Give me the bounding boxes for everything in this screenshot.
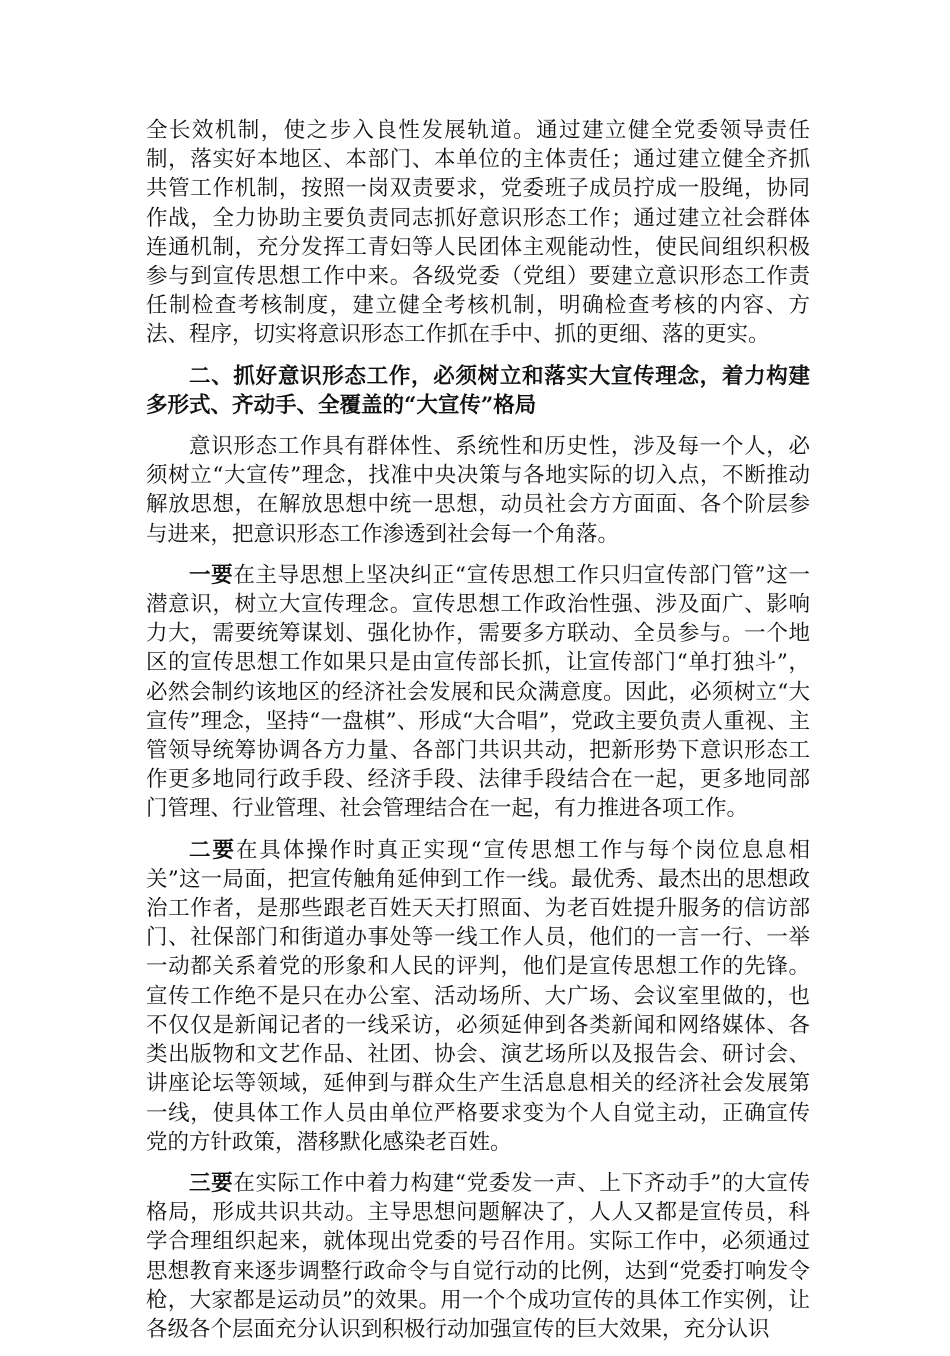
section-heading-2 <box>146 362 810 420</box>
document-page <box>146 116 810 1356</box>
paragraph-point-2 <box>146 836 810 1157</box>
paragraph-text: 在实际工作中着力构建“党委发一声、上下齐动手”的大宣传格局，形成共识共动。主导思想问题解决了，人人又都是宣传员，科学合理组织起来，就体现出党委的号召作用。实际工作中，必须通过思想教育来逐步调整行政命令与自觉行动的比例，达到“党委打响发令枪，大家都是运动员”的效果。用一个个成功宣传的具体工作实例，让各级各个层面充分认识到积极行动加强宣传的巨大效果，充分认识 <box>146 1170 810 1342</box>
paragraph-point-3 <box>146 1169 810 1344</box>
paragraph-intro <box>146 432 810 549</box>
paragraph-text: 全长效机制，使之步入良性发展轨道。通过建立健全党委领导责任制，落实好本地区、本部门、本单位的主体责任；通过建立健全齐抓共管工作机制，按照一岗双责要求，党委班子成员拧成一股绳，协同作战，全力协助主要负责同志抓好意识形态工作；通过建立社会群体连通机制，充分发挥工青妇等人民团体主观能动性，使民间组织积极参与到宣传思想工作中来。各级党委（党组）要建立意识形态工作责任制检查考核制度，建立健全考核机制，明确检查考核的内容、方法、程序，切实将意识形态工作抓在手中、抓的更细、落的更实。 <box>146 118 810 348</box>
point-lead-3: 三要 <box>189 1170 234 1196</box>
point-lead-2: 二要 <box>189 837 236 863</box>
paragraph-text: 在主导思想上坚决纠正“宣传思想工作只归宣传部门管”这一潜意识，树立大宣传理念。宣传思想工作政治性强、涉及面广、影响力大，需要统筹谋划、强化协作，需要多方联动、全员参与。一个地区的宣传思想工作如果只是由宣传部长抓，让宣传部门“单打独斗”，必然会制约该地区的经济社会发展和民众满意度。因此，必须树立“大宣传”理念，坚持“一盘棋”、形成“大合唱”，党政主要负责人重视、主管领导统筹协调各方力量、各部门共识共动，把新形势下意识形态工作更多地同行政手段、经济手段、法律手段结合在一起，更多地同部门管理、行业管理、社会管理结合在一起，有力推进各项工作。 <box>146 562 810 822</box>
paragraph-continuation <box>146 116 810 350</box>
heading-text: 二、抓好意识形态工作，必须树立和落实大宣传理念，着力构建多形式、齐动手、全覆盖的“大宣传”格局 <box>146 363 810 418</box>
paragraph-text: 在具体操作时真正实现“宣传思想工作与每个岗位息息相关”这一局面，把宣传触角延伸到工作一线。最优秀、最杰出的思想政治工作者，是那些跟老百姓天天打照面、为老百姓提升服务的信访部门、社保部门和街道办事处等一线工作人员，他们的一言一行、一举一动都关系着党的形象和人民的评判，他们是宣传思想工作的先锋。宣传工作绝不是只在办公室、活动场所、大广场、会议室里做的，也不仅仅是新闻记者的一线采访，必须延伸到各类新闻和网络媒体、各类出版物和文艺作品、社团、协会、演艺场所以及报告会、研讨会、讲座论坛等领域，延伸到与群众生产生活息息相关的经济社会发展第一线，使具体工作人员由单位严格要求变为个人自觉主动，正确宣传党的方针政策，潜移默化感染老百姓。 <box>146 837 810 1155</box>
paragraph-text: 意识形态工作具有群体性、系统性和历史性，涉及每一个人，必须树立“大宣传”理念，找准中央决策与各地实际的切入点，不断推动解放思想，在解放思想中统一思想，动员社会方方面面、各个阶层参与进来，把意识形态工作渗透到社会每一个角落。 <box>146 434 810 547</box>
point-lead-1: 一要 <box>189 562 234 588</box>
paragraph-point-1 <box>146 561 810 824</box>
